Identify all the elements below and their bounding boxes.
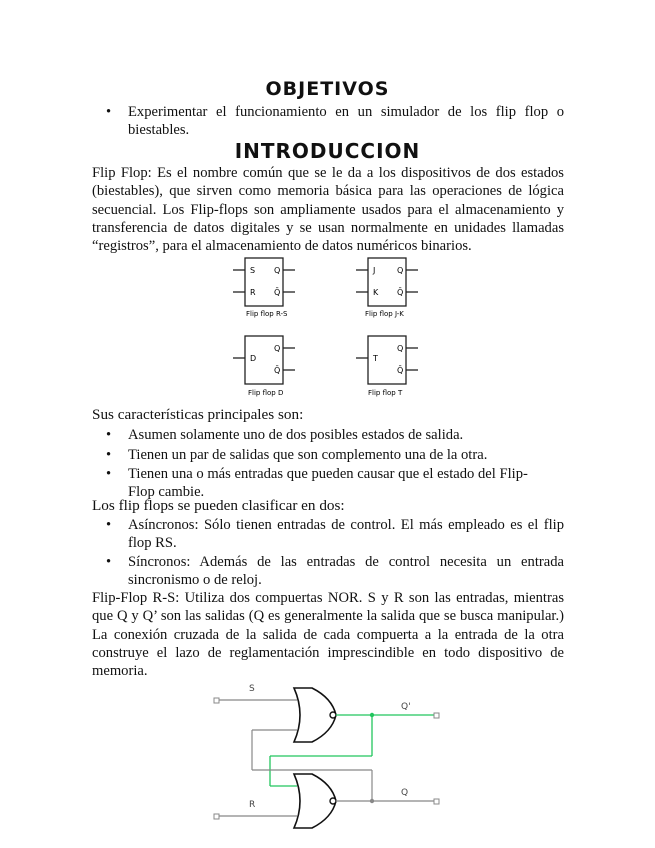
caracteristicas-intro: Sus características principales son:: [92, 406, 304, 423]
input-label: J: [373, 266, 376, 275]
rs-latch-circuit: [208, 676, 448, 846]
list-item: • Síncronos: Además de las entradas de control necesita un entrada sincronismo o de reloj.: [106, 554, 564, 588]
output-label: Q̄: [397, 366, 404, 375]
flipflop-t-block: [356, 336, 418, 397]
clasificacion-list: [92, 517, 564, 591]
output-label: Q̄: [397, 288, 404, 297]
q-prime-label: Q': [401, 702, 411, 712]
output-label: Q: [274, 344, 281, 353]
caracteristicas-list: [92, 427, 564, 503]
flipflop-rs-block: [233, 258, 295, 318]
list-item: • Tienen un par de salidas que son complemento una de la otra.: [106, 446, 488, 463]
list-item: • Asumen solamente uno de dos posibles estados de salida.: [106, 427, 464, 443]
flipflop-d-block: [233, 336, 295, 397]
objetivos-heading: OBJETIVOS: [265, 78, 390, 100]
output-label: Q̄: [274, 366, 281, 375]
input-label: D: [250, 354, 257, 363]
input-label: R: [250, 288, 256, 297]
output-label: Q: [397, 344, 404, 353]
intro-paragraph: Flip Flop: Es el nombre común que se le da a los dispositivos de dos estados (biestables), que sirven como memoria básica para las operaciones de lógica secuencial. Los Flip-flops son ampliamente usados para el almacenamiento y transferencia de datos digitales y se usan normalmente en unidades llamadas “registros”, para el almacenamiento de datos numéricos binarios.: [92, 165, 564, 255]
q-output-label: Q: [401, 788, 409, 798]
block-caption: Flip flop J-K: [365, 310, 404, 318]
clasificacion-intro: Los flip flops se pueden clasificar en dos:: [92, 497, 345, 514]
s-input-label: S: [249, 684, 255, 694]
list-item: • Asíncronos: Sólo tienen entradas de control. El más empleado es el flip flop RS.: [106, 517, 564, 551]
block-caption: Flip flop T: [368, 389, 403, 397]
list-item: • Tienen una o más entradas que pueden causar que el estado del Flip-Flop cambie.: [106, 466, 528, 500]
block-caption: Flip flop D: [248, 389, 284, 397]
output-label: Q: [397, 266, 404, 275]
rs-paragraph: Flip-Flop R-S: Utiliza dos compuertas NOR. S y R son las entradas, mientras que Q y Q’ son las salidas (Q es generalmente la salida que se busca manipular.) La conexión cruzada de la salida de cada compuerta a la entrada de la otra construye el lazo de reglamentación imprescindible en todo dispositivo de memoria.: [92, 590, 564, 680]
list-item: • Experimentar el funcionamiento en un simulador de los flip flop o biestables.: [106, 104, 564, 138]
input-label: T: [373, 354, 378, 363]
flipflop-jk-block: [356, 258, 418, 318]
flipflop-types-figure: [228, 254, 428, 404]
input-label: S: [250, 266, 256, 275]
r-input-label: R: [249, 800, 256, 810]
objetivos-list: [92, 104, 564, 141]
output-label: Q: [274, 266, 281, 275]
input-label: K: [373, 288, 379, 297]
block-caption: Flip flop R-S: [246, 310, 288, 318]
introduccion-heading: INTRODUCCION: [234, 139, 421, 163]
output-label: Q̄: [274, 288, 281, 297]
